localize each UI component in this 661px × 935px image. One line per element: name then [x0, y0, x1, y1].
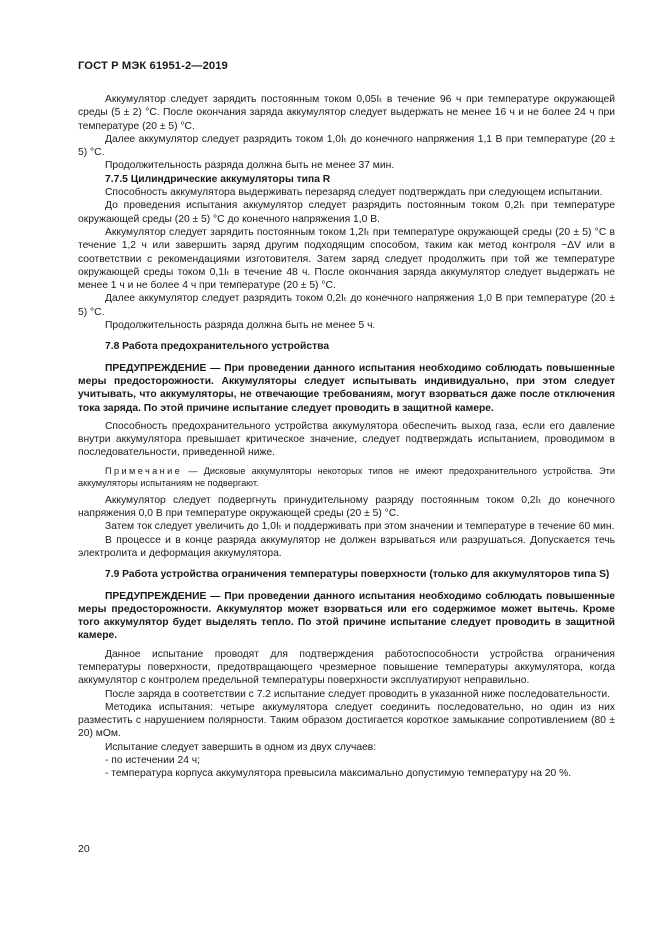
paragraph: Данное испытание проводят для подтверждения работоспособности устройства ограничения температуры поверхности, предотвращающего чрезмерное повышение температуры аккумулятора, когда аккумулятор с контролем предельной температуры поверхности эксплуатируют неправильно.: [78, 648, 615, 687]
list-item: - температура корпуса аккумулятора превысила максимально допустимую температуру на 20 %.: [105, 768, 572, 780]
paragraph: Далее аккумулятор следует разрядить током 0,2Iₜ до конечного напряжения 1,0 В при температуре (20 ± 5) °С.: [78, 293, 615, 318]
section-heading-7-7-5: 7.7.5 Цилиндрические аккумуляторы типа R: [105, 173, 331, 185]
paragraph: После заряда в соответствии с 7.2 испытание следует проводить в указанной ниже последовательности.: [105, 688, 611, 700]
section-heading-7-8: 7.8 Работа предохранительного устройства: [105, 341, 330, 353]
section-heading-7-9: 7.9 Работа устройства ограничения температуры поверхности (только для аккумуляторов типа S): [105, 569, 610, 581]
note-label: Примечание: [105, 465, 183, 476]
paragraph: Продолжительность разряда должна быть не менее 5 ч.: [105, 320, 376, 332]
paragraph: До проведения испытания аккумулятор следует разрядить постоянным током 0,2Iₜ при температуре окружающей среды (20 ± 5) °С до конечного напряжения 1,0 В.: [78, 200, 615, 225]
paragraph: Затем ток следует увеличить до 1,0Iₜ и поддерживать при этом значении и температуре в течение 60 мин.: [105, 521, 615, 533]
paragraph: Далее аккумулятор следует разрядить током 1,0Iₜ до конечного напряжения 1,1 В при температуре (20 ± 5) °С.: [78, 133, 615, 159]
warning-block: ПРЕДУПРЕЖДЕНИЕ — При проведении данного испытания необходимо соблюдать повышенные меры предосторожности. Аккумулятор может взорваться или его содержимое может вытечь. Кроме того аккумулятор будет выделять тепло. По этой причине испытание следует проводить в защитной камере.: [78, 590, 615, 642]
paragraph: Способность аккумулятора выдерживать перезаряд следует подтверждать при следующем испытании.: [105, 187, 603, 199]
document-header: ГОСТ Р МЭК 61951-2—2019: [78, 60, 228, 72]
note: [78, 465, 615, 489]
list-item: - по истечении 24 ч;: [105, 755, 201, 767]
paragraph: Методика испытания: четыре аккумулятора следует соединить последовательно, но один из них разместить с нарушением полярности. Таким образом достигается короткое замыкание сопротивлением (80 ± 20) мОм.: [78, 701, 615, 740]
page-number: 20: [78, 843, 90, 855]
note-text: — Дисковые аккумуляторы некоторых типов не имеют предохранительного устройства. Эти аккумуляторы испытаниям не подвергают.: [78, 465, 615, 488]
paragraph: Продолжительность разряда должна быть не менее 37 мин.: [105, 160, 395, 172]
document-body: [78, 93, 615, 781]
paragraph: Испытание следует завершить в одном из двух случаев:: [105, 741, 377, 753]
paragraph: Способность предохранительного устройства аккумулятора обеспечить выход газа, если его давление внутри аккумулятора превышает критическое значение, следует подтверждать испытанием, проводимом в последовательности, приведенной ниже.: [78, 420, 615, 459]
paragraph: Аккумулятор следует зарядить постоянным током 0,05Iₜ в течение 96 ч при температуре окружающей среды (5 ± 2) °С. После окончания заряда аккумулятор следует выдержать не менее 16 ч и не более 24 ч при температуре (20 ± 5) °С.: [78, 94, 615, 132]
warning-block: ПРЕДУПРЕЖДЕНИЕ — При проведении данного испытания необходимо соблюдать повышенные меры предосторожности. Аккумуляторы следует испытывать индивидуально, при этом следует учитывать, что аккумуляторы, не отвечающие требованиям, могут взорваться даже после отключения тока заряда. По этой причине испытание следует проводить в защитной камере.: [78, 362, 615, 414]
paragraph: Аккумулятор следует зарядить постоянным током 1,2Iₜ при температуре окружающей среды (20 ± 5) °С в течение 1,2 ч или завершить заряд другим подходящим способом, таким как метод контроля −ΔV или в соответствии с рекомендациями изготовителя. Затем заряд следует продолжить при той же температуре окружающей среды током 0,1Iₜ в течение 48 ч. После окончания заряда аккумулятор следует выдержать не менее 1 ч и не более 4 ч при температуре (20 ± 5) °С.: [78, 226, 615, 292]
paragraph: В процессе и в конце разряда аккумулятор не должен взрываться или разрушаться. Допускается течь электролита и деформация аккумулятора.: [78, 534, 615, 559]
paragraph: Аккумулятор следует подвергнуть принудительному разряду постоянным током 0,2Iₜ до конечного напряжения 0,0 В при температуре окружающей среды (20 ± 5) °С.: [78, 494, 615, 520]
